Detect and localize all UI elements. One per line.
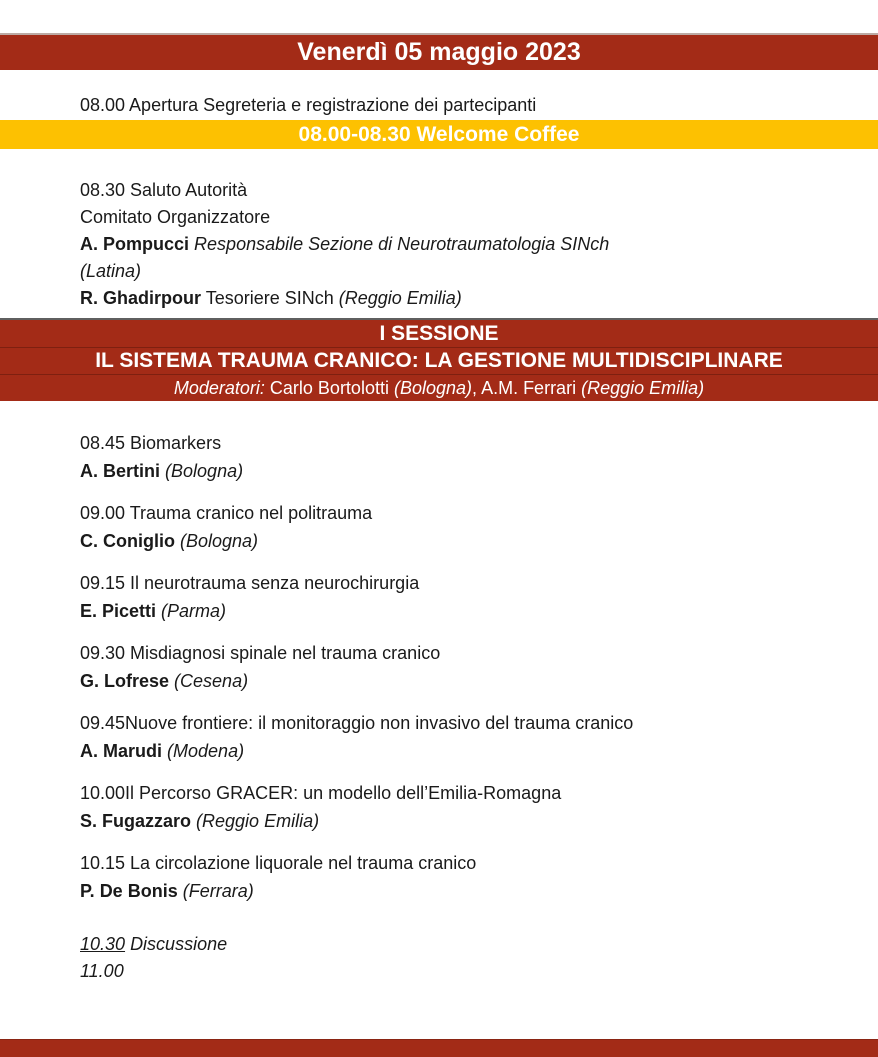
schedule-entry — [80, 779, 878, 835]
talk-title-line: 09.15 Il neurotrauma senza neurochirurgia — [80, 573, 420, 593]
greeting-block — [80, 177, 878, 312]
speaker-city: (Bologna) — [165, 461, 244, 481]
speaker-role: Responsabile Sezione di Neurotraumatologia SINch — [194, 234, 610, 254]
speaker-city: (Parma) — [161, 601, 227, 621]
welcome-coffee-banner — [0, 120, 878, 149]
greeting-speaker-1 — [80, 231, 878, 258]
speaker-city: (Latina) — [80, 261, 142, 281]
speaker-name: G. Lofrese — [80, 671, 170, 691]
speaker-name: S. Fugazzaro — [80, 811, 192, 831]
talk-speaker-line — [80, 807, 878, 835]
date-banner — [0, 33, 878, 70]
speaker-city: (Bologna) — [180, 531, 259, 551]
next-section-banner-edge — [0, 1039, 878, 1057]
speaker-city: (Reggio Emilia) — [196, 811, 320, 831]
speaker-city: (Cesena) — [174, 671, 249, 691]
discussion-label: Discussione — [130, 934, 228, 954]
schedule-entry — [80, 429, 878, 485]
session-title: IL SISTEMA TRAUMA CRANICO: LA GESTIONE MULTIDISCIPLINARE — [0, 347, 878, 374]
speaker-name: E. Picetti — [80, 601, 157, 621]
speaker-name: A. Marudi — [80, 741, 163, 761]
moderators-label: Moderatori: — [173, 378, 265, 398]
discussion-time: 10.30 — [80, 934, 126, 954]
speaker-city: (Reggio Emilia) — [338, 288, 462, 308]
schedule-entry — [80, 639, 878, 695]
talk-title-line: 09.30 Misdiagnosi spinale nel trauma cranico — [80, 643, 441, 663]
talk-title-line: 09.45Nuove frontiere: il monitoraggio non invasivo del trauma cranico — [80, 713, 634, 733]
talk-title-line: 09.00 Trauma cranico nel politrauma — [80, 503, 373, 523]
talk-speaker-line — [80, 457, 878, 485]
moderators-separator: , — [472, 378, 478, 398]
speaker-city: (Ferrara) — [182, 881, 254, 901]
session-moderators — [0, 374, 878, 401]
speaker-role: Tesoriere SINch — [205, 288, 334, 308]
talk-title-line: 10.00Il Percorso GRACER: un modello dell’Emilia-Romagna — [80, 783, 562, 803]
date-banner-text: Venerdì 05 maggio 2023 — [297, 38, 581, 66]
discussion-end-time: 11.00 — [80, 961, 124, 981]
greeting-time-title: 08.30 Saluto Autorità — [80, 180, 248, 200]
talk-speaker-line — [80, 527, 878, 555]
talk-speaker-line — [80, 597, 878, 625]
talk-title-line: 08.45 Biomarkers — [80, 433, 222, 453]
schedule-entry — [80, 499, 878, 555]
speaker-name: R. Ghadirpour — [80, 288, 201, 308]
moderator-city: (Bologna) — [393, 378, 473, 398]
talk-title-line: 10.15 La circolazione liquorale nel trauma cranico — [80, 853, 477, 873]
schedule-entry — [80, 569, 878, 625]
discussion-line — [80, 931, 878, 958]
greeting-speaker-2 — [80, 285, 878, 312]
greeting-speaker-1-city — [80, 258, 878, 285]
discussion-block — [80, 931, 878, 985]
session-number: I SESSIONE — [379, 322, 499, 345]
registration-line: 08.00 Apertura Segreteria e registrazione dei partecipanti — [80, 95, 537, 115]
session-banner — [0, 318, 878, 401]
moderator-name: A.M. Ferrari — [481, 378, 577, 398]
schedule-entry — [80, 709, 878, 765]
speaker-city: (Modena) — [167, 741, 245, 761]
speaker-name: A. Bertini — [80, 461, 161, 481]
talk-speaker-line — [80, 667, 878, 695]
speaker-name: P. De Bonis — [80, 881, 178, 901]
moderator-name: Carlo Bortolotti — [269, 378, 389, 398]
greeting-committee: Comitato Organizzatore — [80, 207, 271, 227]
moderator-city: (Reggio Emilia) — [581, 378, 705, 398]
welcome-coffee-text: 08.00-08.30 Welcome Coffee — [298, 123, 580, 146]
program-page — [0, 33, 878, 985]
schedule-entry — [80, 849, 878, 905]
talk-speaker-line — [80, 877, 878, 905]
speaker-name: A. Pompucci — [80, 234, 190, 254]
schedule-list — [80, 429, 878, 905]
talk-speaker-line — [80, 737, 878, 765]
speaker-name: C. Coniglio — [80, 531, 175, 551]
